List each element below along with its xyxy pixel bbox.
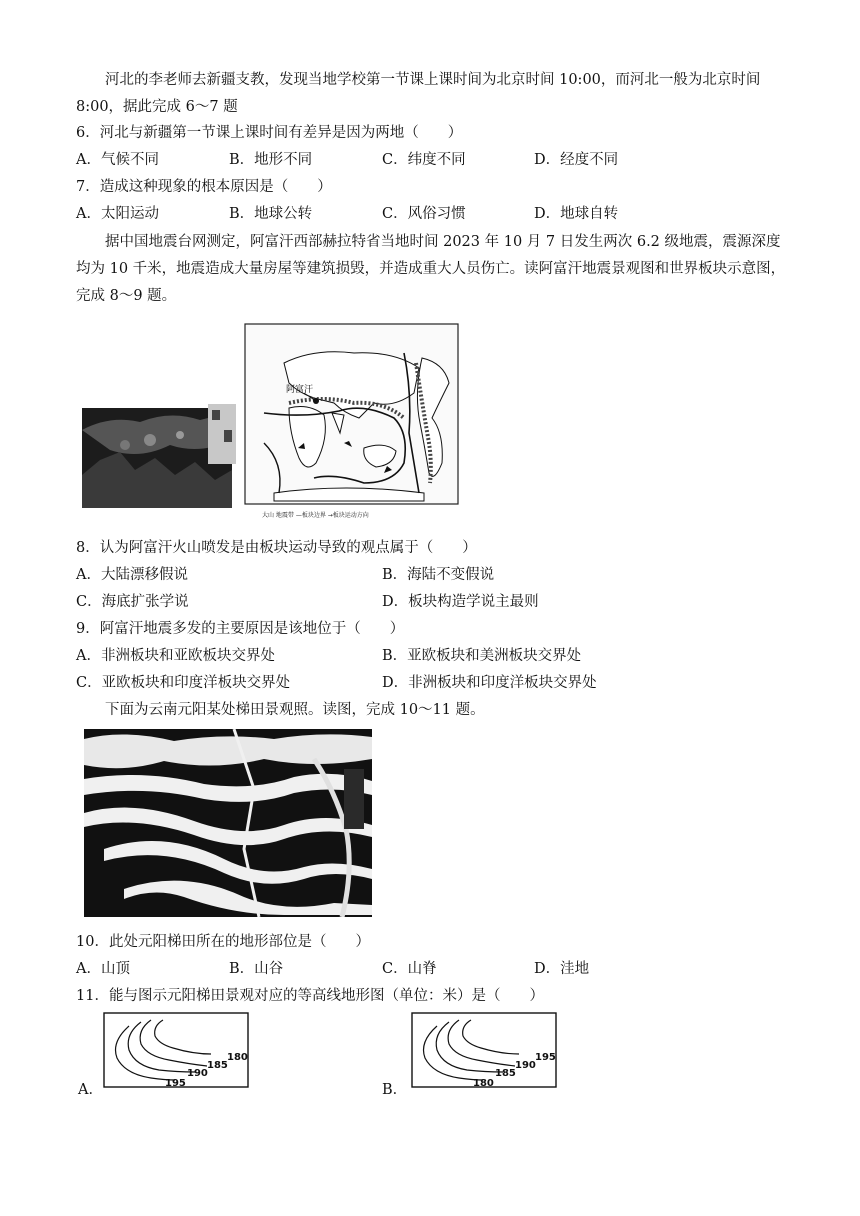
q11-option-b-label[interactable]: B． bbox=[382, 1082, 408, 1098]
question-11-stem: 11．能与图示元阳梯田景观对应的等高线地形图（单位：米）是（ ） bbox=[76, 988, 544, 1004]
q9-option-c[interactable]: C．亚欧板块和印度洋板块交界处 bbox=[76, 675, 291, 691]
q6-option-a[interactable]: A．气候不同 bbox=[76, 152, 159, 168]
contour-label: 195 bbox=[535, 1052, 556, 1063]
contour-map-a[interactable] bbox=[103, 1012, 249, 1090]
contour-label: 180 bbox=[473, 1078, 494, 1089]
question-6-stem: 6．河北与新疆第一节课上课时间有差异是因为两地（ ） bbox=[76, 125, 463, 141]
question-7-stem: 7．造成这种现象的根本原因是（ ） bbox=[76, 179, 332, 195]
contour-map-b[interactable] bbox=[411, 1012, 557, 1090]
intro-10-11: 下面为云南元阳某处梯田景观照。读图，完成 10～11 题。 bbox=[105, 702, 485, 718]
q6-option-b[interactable]: B．地形不同 bbox=[229, 152, 313, 168]
q10-option-c[interactable]: C．山脊 bbox=[382, 961, 437, 977]
afghanistan-label: 阿富汗 bbox=[286, 385, 314, 395]
question-9-stem: 9．阿富汗地震多发的主要原因是该地位于（ ） bbox=[76, 621, 405, 637]
earthquake-scene-photo bbox=[80, 400, 240, 510]
contour-label: 190 bbox=[187, 1068, 208, 1079]
intro-8-9: 据中国地震台网测定，阿富汗西部赫拉特省当地时间 2023 年 10 月 7 日发生两次 6.2 级地震，震源深度均为 10 千米，地震造成大量房屋等建筑损毁，并造成重大人员伤亡。读阿富汗地震景观图和世界板块示意图，完成 8～9 题。 bbox=[76, 234, 786, 304]
q10-option-d[interactable]: D．洼地 bbox=[534, 961, 590, 977]
q6-option-d[interactable]: D．经度不同 bbox=[534, 152, 619, 168]
q9-option-b[interactable]: B．亚欧板块和美洲板块交界处 bbox=[382, 648, 582, 664]
q8-option-b[interactable]: B．海陆不变假说 bbox=[382, 567, 495, 583]
q7-option-c[interactable]: C．风俗习惯 bbox=[382, 206, 466, 222]
q10-option-a[interactable]: A．山顶 bbox=[76, 961, 130, 977]
q10-option-b[interactable]: B．山谷 bbox=[229, 961, 284, 977]
contour-label: 195 bbox=[165, 1078, 186, 1089]
world-plate-map bbox=[244, 323, 459, 523]
map-legend: 大山 地震带 —板块边界 →板块运动方向 bbox=[262, 512, 369, 519]
q8-option-c[interactable]: C．海底扩张学说 bbox=[76, 594, 189, 610]
contour-label: 185 bbox=[207, 1060, 228, 1071]
q6-option-c[interactable]: C．纬度不同 bbox=[382, 152, 466, 168]
q7-option-b[interactable]: B．地球公转 bbox=[229, 206, 313, 222]
contour-label: 180 bbox=[227, 1052, 248, 1063]
q11-option-a-label[interactable]: A． bbox=[78, 1082, 103, 1098]
q7-option-d[interactable]: D．地球自转 bbox=[534, 206, 619, 222]
terrace-photo bbox=[84, 729, 372, 917]
q8-option-a[interactable]: A．大陆漂移假说 bbox=[76, 567, 188, 583]
q9-option-a[interactable]: A．非洲板块和亚欧板块交界处 bbox=[76, 648, 275, 664]
contour-label: 190 bbox=[515, 1060, 536, 1071]
question-10-stem: 10．此处元阳梯田所在的地形部位是（ ） bbox=[76, 934, 370, 950]
contour-label: 185 bbox=[495, 1068, 516, 1079]
intro-6-7: 河北的李老师去新疆支教，发现当地学校第一节课上课时间为北京时间 10:00，而河北一般为北京时间 8:00，据此完成 6～7 题 bbox=[76, 72, 761, 115]
q7-option-a[interactable]: A．太阳运动 bbox=[76, 206, 159, 222]
question-8-stem: 8．认为阿富汗火山喷发是由板块运动导致的观点属于（ ） bbox=[76, 540, 477, 556]
q9-option-d[interactable]: D．非洲板块和印度洋板块交界处 bbox=[382, 675, 597, 691]
q8-option-d[interactable]: D．板块构造学说主最则 bbox=[382, 594, 539, 610]
